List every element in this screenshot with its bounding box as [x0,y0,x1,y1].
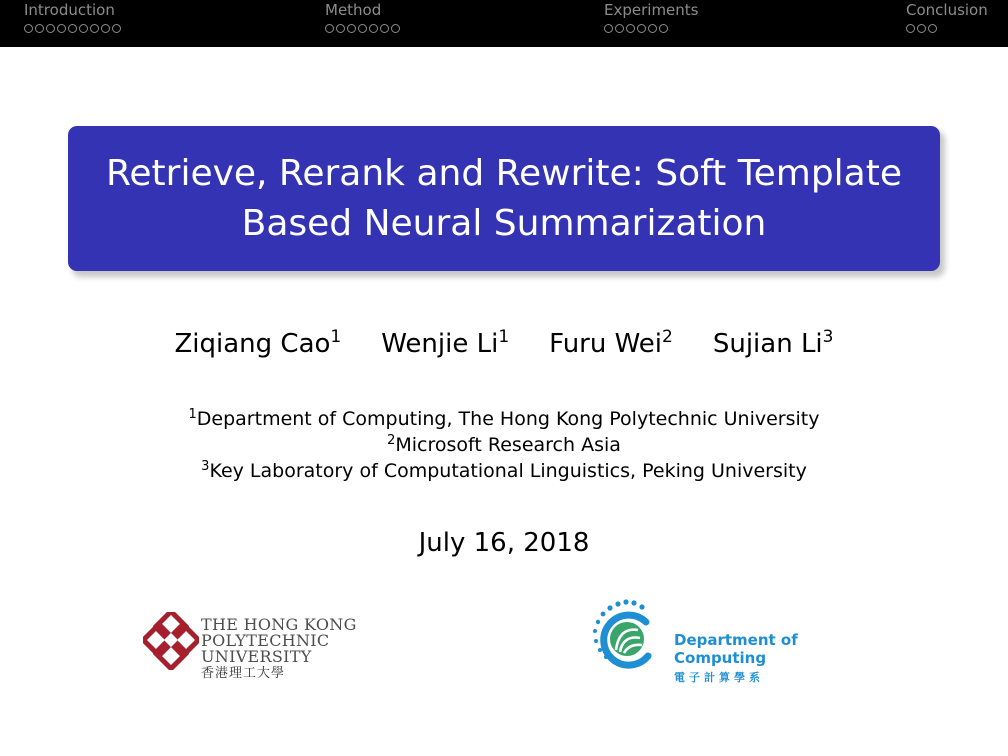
nav-section-label[interactable]: Introduction [24,1,115,19]
presentation-date: July 16, 2018 [418,528,590,558]
nav-dot[interactable] [46,24,55,33]
author-affil-mark: 1 [330,327,342,347]
polyu-logo [143,612,433,681]
computing-emblem-icon [588,598,672,678]
nav-dot[interactable] [615,24,624,33]
nav-progress-dots [24,24,121,33]
nav-dot[interactable] [336,24,345,33]
affiliation-number: 2 [387,433,396,448]
nav-dot[interactable] [79,24,88,33]
nav-dot[interactable] [68,24,77,33]
nav-dot[interactable] [358,24,367,33]
affiliation-text: Key Laboratory of Computational Linguistics, Peking University [209,460,807,482]
nav-section-conclusion[interactable] [906,2,988,33]
title-line-1: Retrieve, Rerank and Rewrite: Soft Template [105,152,902,194]
nav-dot[interactable] [648,24,657,33]
nav-dot[interactable] [112,24,121,33]
polyu-name-line-1: THE HONG KONG [201,615,357,634]
nav-dot[interactable] [380,24,389,33]
nav-section-label[interactable]: Conclusion [906,1,988,19]
computing-wordmark [674,631,878,687]
author [713,326,834,362]
polyu-name-line-2: POLYTECHNIC UNIVERSITY [201,631,330,666]
nav-section-introduction[interactable] [24,2,121,33]
nav-section-label[interactable]: Experiments [604,1,699,19]
affiliation-text: Microsoft Research Asia [395,434,621,456]
navigation-bar [0,0,1008,47]
affiliation [0,458,1008,484]
nav-dot[interactable] [626,24,635,33]
nav-dot[interactable] [325,24,334,33]
affiliation [0,406,1008,432]
computing-name-chinese: 電子計算學系 [674,671,764,684]
nav-dot[interactable] [928,24,937,33]
nav-section-experiments[interactable] [604,2,698,33]
affiliation-list [0,406,1008,484]
author [174,326,341,362]
nav-section-method[interactable] [325,2,400,33]
nav-progress-dots [604,24,698,33]
author-name: Wenjie Li [381,329,499,359]
nav-dot[interactable] [57,24,66,33]
computing-logo [588,598,878,684]
nav-dot[interactable] [637,24,646,33]
nav-dot[interactable] [917,24,926,33]
author-name: Sujian Li [712,329,823,359]
computing-name: Department of Computing [674,631,798,667]
affiliation-text: Department of Computing, The Hong Kong Polytechnic University [196,408,820,430]
nav-dot[interactable] [24,24,33,33]
polyu-wordmark [201,617,433,682]
nav-dot[interactable] [391,24,400,33]
title-block [68,126,940,271]
polyu-emblem-icon [143,612,199,670]
author [549,326,673,362]
affiliation-number: 3 [201,459,210,474]
title-line-2: Based Neural Summarization [241,202,767,244]
nav-dot[interactable] [101,24,110,33]
affiliation-number: 1 [188,407,197,422]
nav-dot[interactable] [347,24,356,33]
author-affil-mark: 2 [662,327,673,347]
nav-progress-dots [906,24,988,33]
author-name: Furu Wei [549,329,663,359]
author-affil-mark: 3 [822,327,834,347]
affiliation [0,432,1008,458]
author-name: Ziqiang Cao [174,329,331,359]
author [381,326,509,362]
nav-dot[interactable] [369,24,378,33]
nav-dot[interactable] [906,24,915,33]
author-affil-mark: 1 [498,327,510,347]
nav-dot[interactable] [35,24,44,33]
nav-section-label[interactable]: Method [325,1,382,19]
nav-progress-dots [325,24,400,33]
nav-dot[interactable] [90,24,99,33]
author-list [0,326,1008,362]
nav-dot[interactable] [659,24,668,33]
nav-dot[interactable] [604,24,613,33]
polyu-name-chinese: 香港理工大學 [201,666,286,681]
